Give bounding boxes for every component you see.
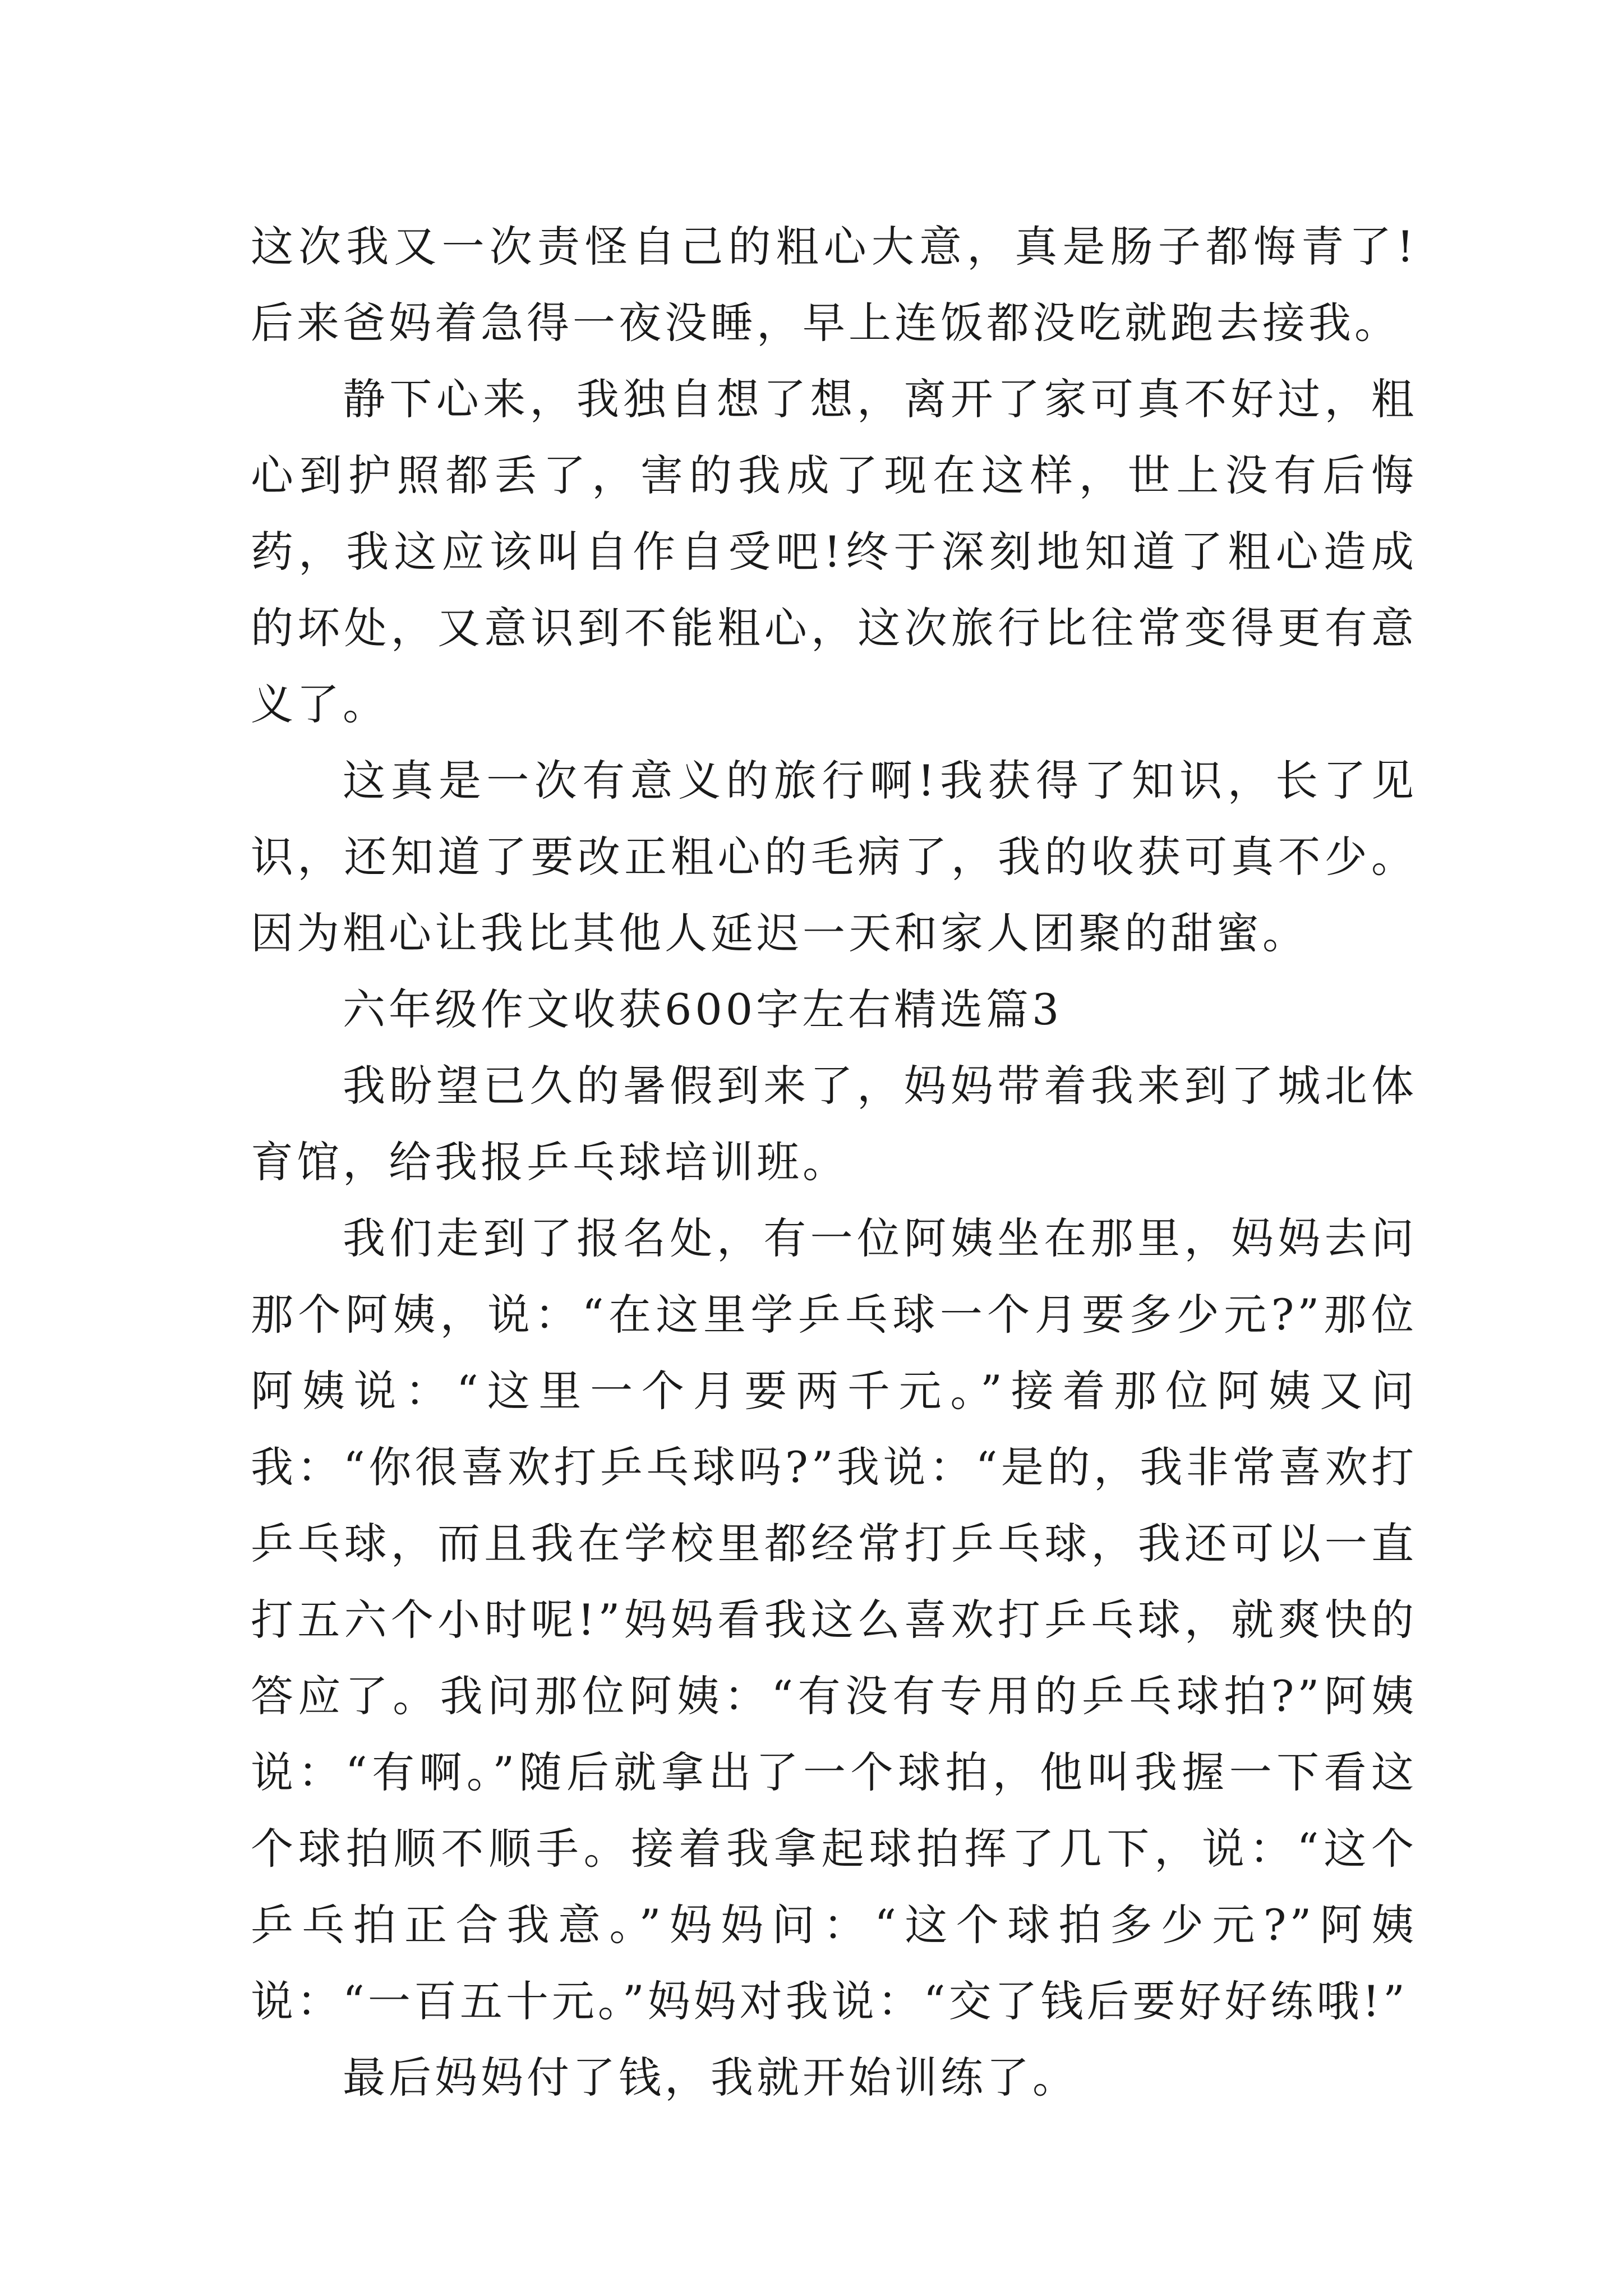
section-heading: 六年级作文收获600字左右精选篇3	[343, 984, 1063, 1034]
paragraph: 我盼望已久的暑假到来了，妈妈带着我来到了城北体育馆，给我报乒乓球培训班。	[251, 1061, 1417, 1187]
paragraph: 这真是一次有意义的旅行啊!我获得了知识，长了见识，还知道了要改正粗心的毛病了，我的收获可真不少。因为粗心让我比其他人延迟一天和家人团聚的甜蜜。	[251, 756, 1417, 958]
paragraph: 最后妈妈付了钱，我就开始训练了。	[343, 2053, 1078, 2102]
paragraph-continuation: 这次我又一次责怪自己的粗心大意，真是肠子都悔青了!后来爸妈着急得一夜没睡，早上连饭都没吃就跑去接我。	[251, 222, 1417, 348]
document-body	[251, 209, 1417, 2116]
paragraph: 我们走到了报名处，有一位阿姨坐在那里，妈妈去问那个阿姨，说：“在这里学乒乓球一个月要多少元?”那位阿姨说：“这里一个月要两千元。”接着那位阿姨又问我：“你很喜欢打乒乓球吗?”我说：“是的，我非常喜欢打乒乓球，而且我在学校里都经常打乒乓球，我还可以一直打五六个小时呢!”妈妈看我这么喜欢打乒乓球，就爽快的答应了。我问那位阿姨：“有没有专用的乒乓球拍?”阿姨说：“有啊。”随后就拿出了一个球拍，他叫我握一下看这个球拍顺不顺手。接着我拿起球拍挥了几下，说：“这个乒乓拍正合我意。”妈妈问：“这个球拍多少元?”阿姨说：“一百五十元。”妈妈对我说：“交了钱后要好好练哦!”	[251, 1213, 1417, 2026]
paragraph: 静下心来，我独自想了想，离开了家可真不好过，粗心到护照都丢了，害的我成了现在这样，世上没有后悔药，我这应该叫自作自受吧!终于深刻地知道了粗心造成的坏处，又意识到不能粗心，这次旅行比往常变得更有意义了。	[251, 374, 1417, 729]
